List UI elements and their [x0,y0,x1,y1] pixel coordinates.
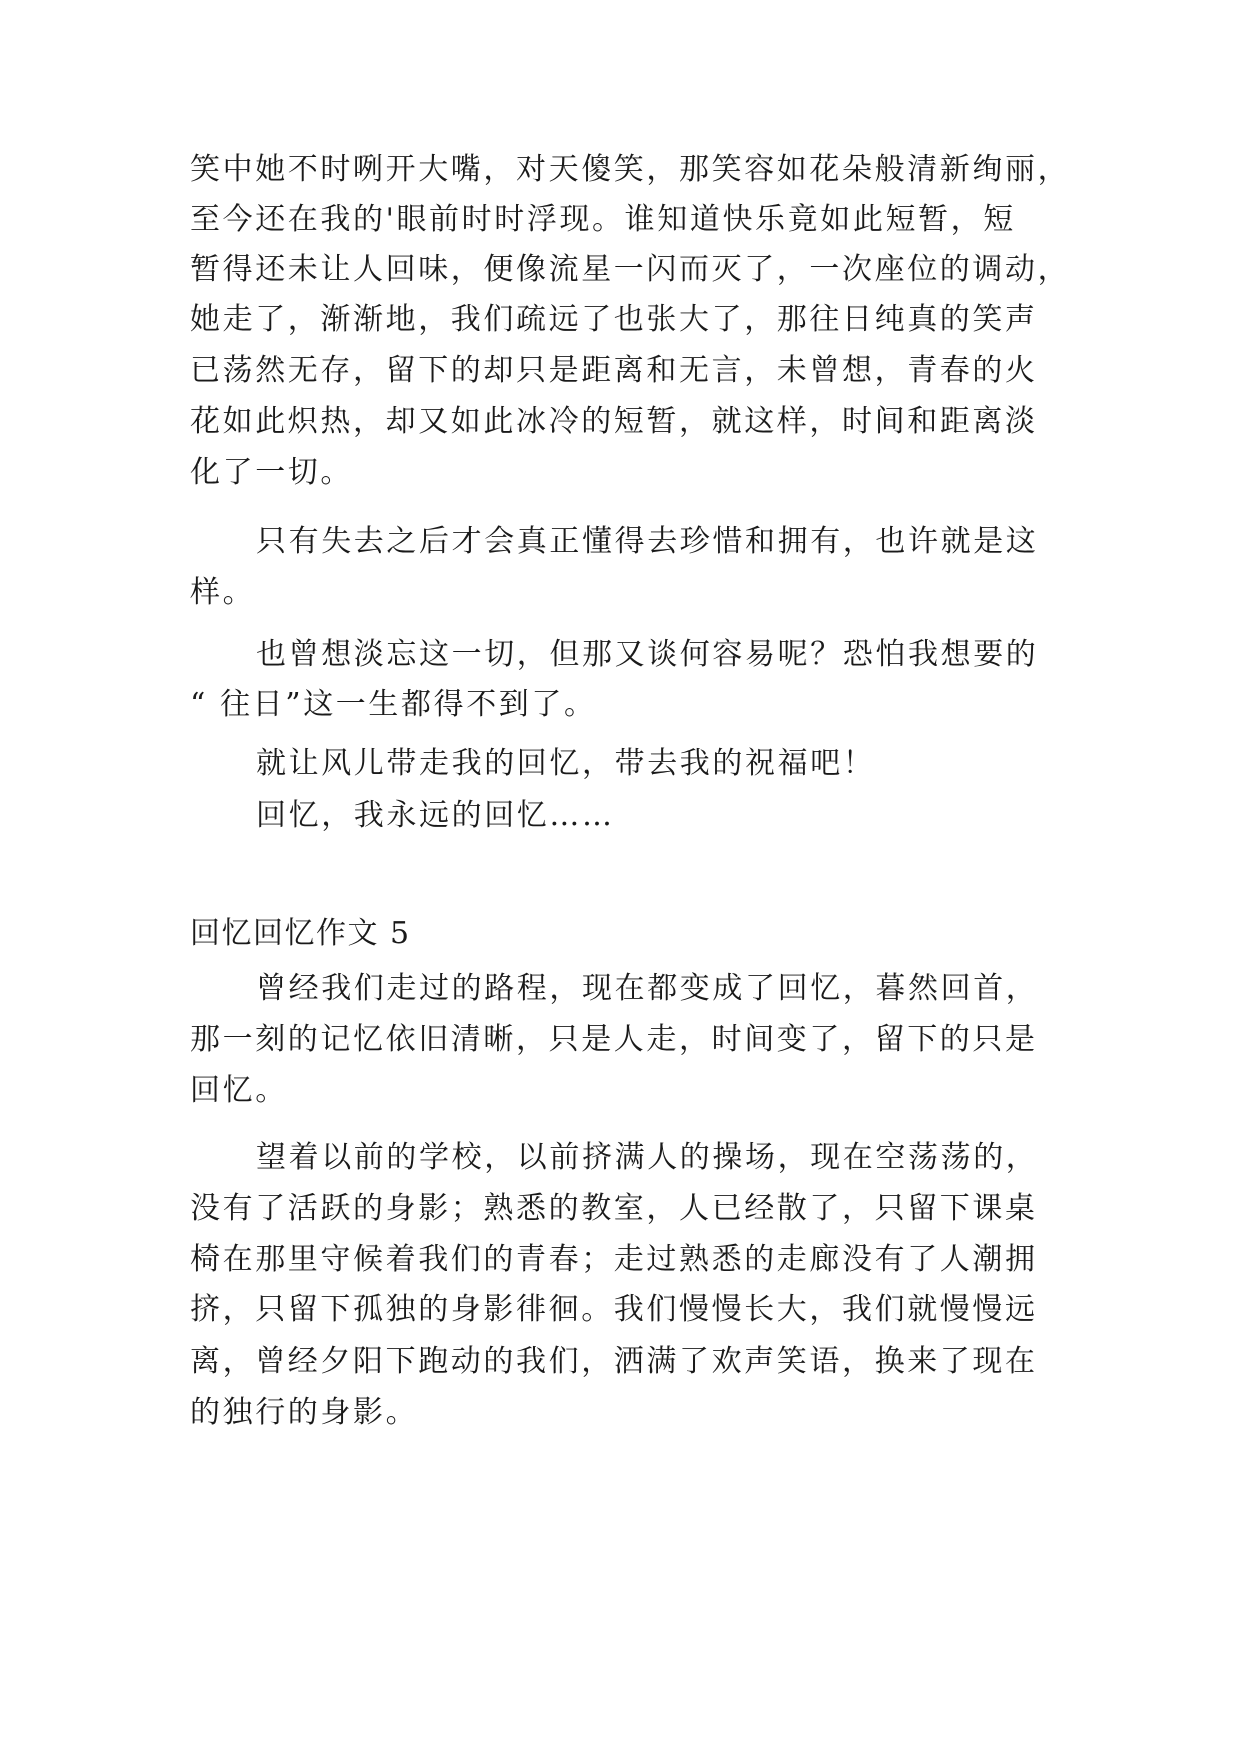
paragraph-line: 那一刻的记忆依旧清晰，只是人走，时间变了，留下的只是 [190,1022,1038,1057]
paragraph-line: 的独行的身影。 [190,1395,419,1430]
paragraph-line: 椅在那里守候着我们的青春；走过熟悉的走廊没有了人潮拥 [190,1242,1038,1277]
paragraph-line: 挤，只留下孤独的身影徘徊。我们慢慢长大，我们就慢慢远 [190,1292,1038,1327]
paragraph-line: 她走了，渐渐地，我们疏远了也张大了，那往日纯真的笑声 [190,302,1038,337]
paragraph-line: 化了一切。 [190,455,353,490]
paragraph-line: 暂得还未让人回味，便像流星一闪而灭了，一次座位的调动， [190,252,1071,287]
paragraph-line: 曾经我们走过的路程，现在都变成了回忆，暮然回首， [256,971,1039,1006]
paragraph-line: 望着以前的学校，以前挤满人的操场，现在空荡荡的， [256,1140,1039,1175]
paragraph-line: 没有了活跃的身影；熟悉的教室，人已经散了，只留下课桌 [190,1191,1038,1226]
paragraph-line: “ 往日”这一生都得不到了。 [190,687,597,722]
paragraph-line: 离，曾经夕阳下跑动的我们，洒满了欢声笑语，换来了现在 [190,1344,1038,1379]
paragraph-line: 样。 [190,575,256,610]
paragraph-line: 已荡然无存，留下的却只是距离和无言，未曾想，青春的火 [190,353,1038,388]
paragraph-line: 至今还在我的'眼前时时浮现。谁知道快乐竟如此短暂，短 [190,202,1016,237]
paragraph-line: 就让风儿带走我的回忆，带去我的祝福吧！ [256,746,876,781]
paragraph-line: 笑中她不时咧开大嘴，对天傻笑，那笑容如花朵般清新绚丽， [190,152,1071,187]
paragraph-line: 只有失去之后才会真正懂得去珍惜和拥有，也许就是这 [256,524,1039,559]
paragraph-line: 也曾想淡忘这一切，但那又谈何容易呢？恐怕我想要的 [256,637,1039,672]
paragraph-line: 回忆，我永远的回忆…… [256,798,615,833]
paragraph-line: 回忆。 [190,1073,288,1108]
paragraph-line: 花如此炽热，却又如此冰冷的短暂，就这样，时间和距离淡 [190,404,1038,439]
section-title: 回忆回忆作文 5 [190,916,411,951]
